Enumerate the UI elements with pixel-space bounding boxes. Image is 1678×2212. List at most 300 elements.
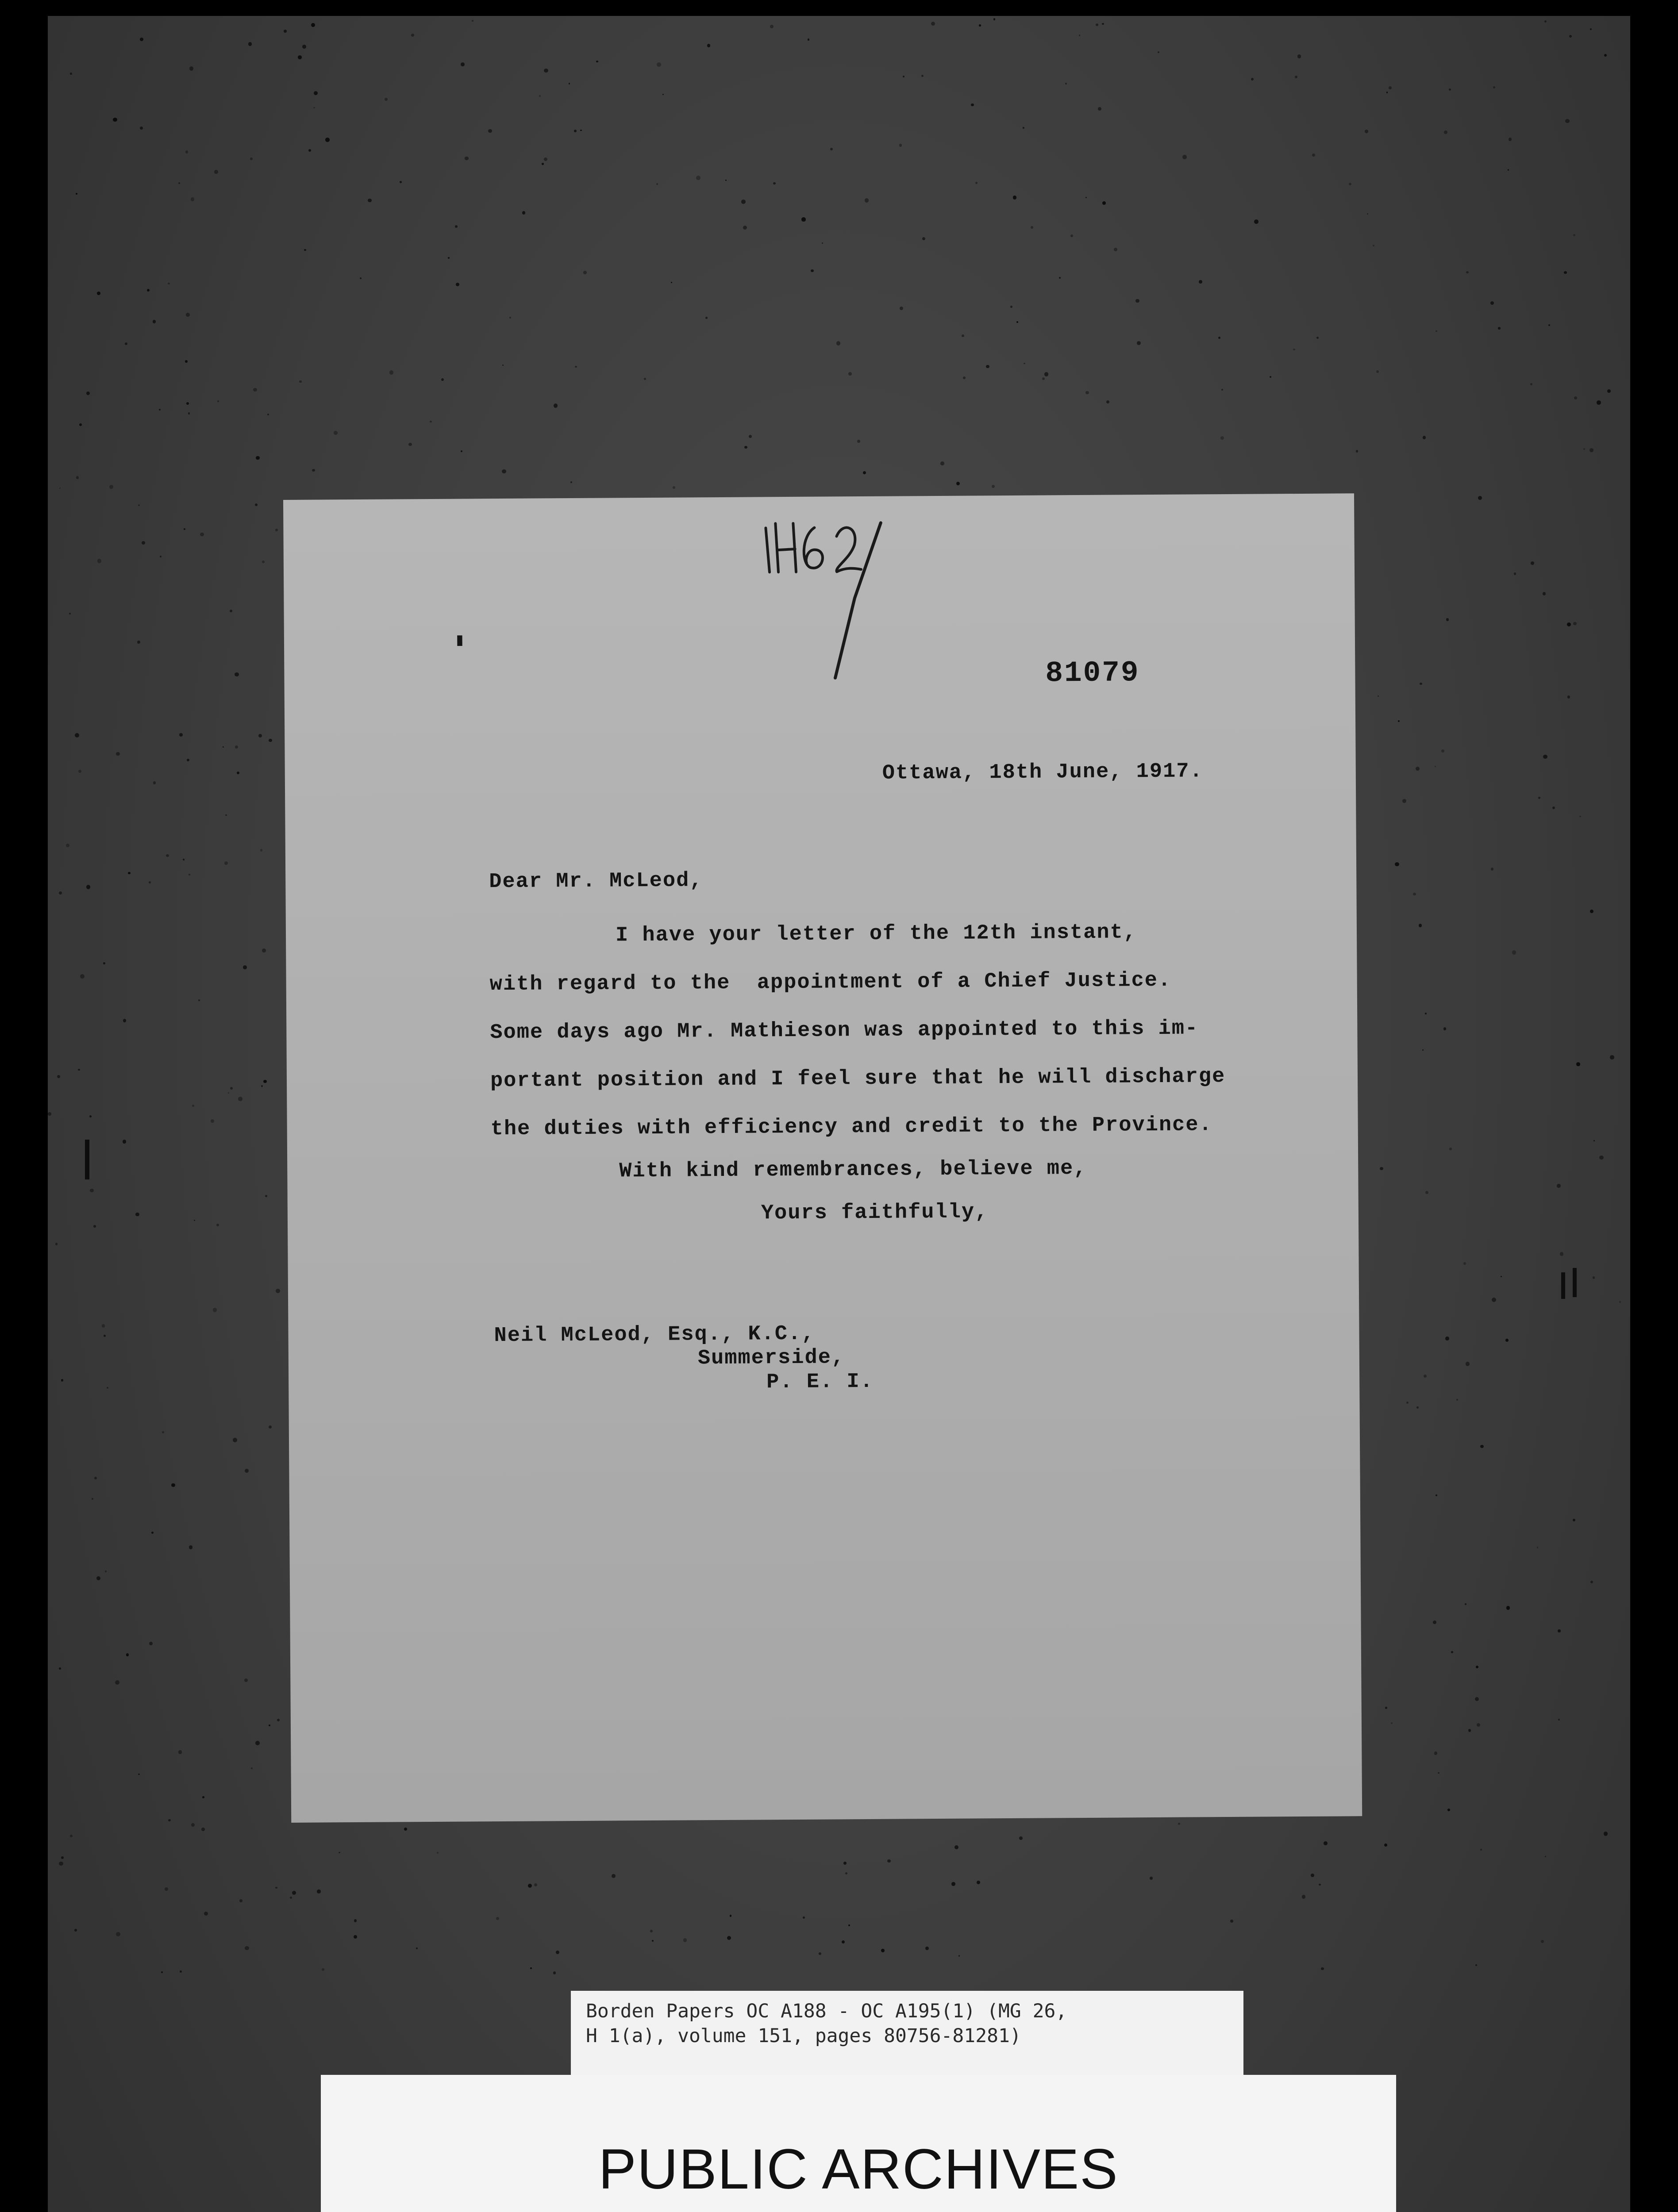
film-speck [1589,448,1593,452]
film-speck [1312,154,1316,157]
film-speck [461,450,462,452]
film-speck [69,613,71,614]
film-speck [74,1929,77,1932]
film-speck [126,1653,129,1656]
film-speck [707,44,710,47]
film-speck [59,488,61,489]
film-speck [1475,1697,1479,1701]
film-speck [741,200,746,204]
film-speck [1456,1399,1458,1401]
film-speck [59,1667,61,1670]
film-speck [116,752,119,756]
film-speck [275,1887,277,1889]
film-speck [188,412,190,414]
film-speck [1506,1606,1510,1609]
film-speck [55,1243,58,1245]
film-speck [958,1955,960,1956]
film-speck [1492,1298,1496,1302]
film-speck [237,772,239,774]
film-speck [48,1112,51,1116]
film-edge-mark [1561,1272,1565,1299]
film-speck [151,1532,154,1534]
film-speck [325,138,330,142]
film-speck [90,1189,94,1193]
addressee-province: P. E. I. [766,1370,874,1394]
film-speck [1378,695,1379,697]
film-speck [250,157,253,160]
film-speck [743,226,747,230]
film-speck [171,1483,175,1487]
film-speck [1574,396,1577,399]
film-speck [79,423,82,426]
closing-line: With kind remembrances, believe me, [619,1156,1087,1183]
film-speck [1465,1603,1466,1605]
film-speck [544,69,548,73]
film-speck [339,1852,340,1853]
film-speck [522,211,525,214]
film-speck [200,533,204,537]
film-speck [78,770,81,773]
film-speck [1538,797,1540,799]
film-speck [472,20,473,22]
film-speck [1544,20,1547,23]
film-speck [574,130,577,132]
film-speck [142,541,145,545]
film-speck [441,378,444,381]
film-speck [979,24,981,27]
film-speck [186,313,189,316]
film-speck [216,1224,219,1226]
handwritten-archive-number [752,496,913,683]
film-speck [575,366,577,368]
film-speck [389,370,394,375]
film-speck [530,1967,532,1969]
body-line: the duties with efficiency and credit to the Province. [490,1113,1212,1141]
film-speck [94,1477,97,1479]
film-speck [1295,76,1297,78]
film-speck [211,1119,214,1123]
film-speck [228,1092,229,1094]
film-speck [312,469,315,472]
film-speck [180,1970,182,1973]
film-speck [596,61,598,63]
film-speck [1447,1809,1450,1811]
film-speck [683,1938,687,1942]
film-speck [334,431,337,434]
film-speck [922,237,925,240]
film-speck [1395,862,1399,867]
film-speck [1386,92,1388,93]
film-speck [583,271,587,274]
film-speck [245,1946,249,1950]
film-speck [725,180,727,181]
film-speck [311,23,315,27]
film-speck [673,486,675,489]
film-speck [275,529,278,531]
film-speck [224,861,228,865]
stray-mark: ▮ [454,631,466,651]
film-speck [1543,755,1547,759]
film-speck [61,1856,64,1859]
archives-card [321,2075,1396,2212]
film-speck [1311,1874,1315,1878]
film-speck [70,73,72,75]
film-speck [198,999,200,1001]
film-speck [230,1087,233,1090]
film-speck [255,503,258,506]
film-speck [1385,1707,1387,1709]
film-speck [244,1678,248,1682]
film-speck [580,130,582,131]
film-speck [189,66,194,71]
film-speck [1567,695,1570,698]
film-speck [214,170,218,174]
film-speck [1604,1832,1608,1836]
film-speck [262,561,265,563]
film-speck [1420,683,1422,685]
film-speck [1444,131,1447,134]
film-speck [962,334,964,337]
film-speck [1079,35,1080,36]
body-line: with regard to the appointment of a Chief Justice. [489,968,1172,997]
film-speck [1065,83,1067,84]
film-speck [1434,1751,1437,1755]
film-speck [1590,28,1592,30]
film-speck [184,528,185,530]
film-speck [354,1935,357,1939]
film-speck [1367,213,1368,215]
film-speck [159,409,161,411]
film-speck [138,1774,140,1775]
film-speck [657,62,661,67]
film-speck [178,182,180,184]
film-speck [179,733,183,737]
film-speck [612,1874,616,1878]
film-speck [1565,119,1570,123]
film-speck [1501,1276,1502,1277]
film-speck [1059,277,1061,279]
film-speck [1498,327,1500,329]
film-speck [1423,436,1426,439]
film-speck [662,94,664,96]
film-speck [1016,321,1018,323]
film-speck [1416,767,1420,771]
film-speck [951,1882,955,1886]
film-speck [1150,1877,1152,1879]
film-speck [448,257,449,258]
film-speck [202,1796,204,1798]
film-speck [269,1425,272,1429]
film-speck [137,641,140,643]
film-speck [1356,450,1358,452]
film-speck [986,365,989,369]
source-citation-label [571,1991,1243,2075]
film-speck [822,242,823,244]
film-speck [149,881,151,883]
film-speck [161,1971,163,1973]
film-speck [865,198,869,203]
film-speck [400,181,402,183]
addressee-name: Neil McLeod, Esq., K.C., [494,1322,815,1348]
film-speck [107,1387,108,1389]
film-speck [160,556,162,557]
film-speck [86,885,91,889]
film-speck [322,1968,325,1971]
film-speck [1441,749,1444,753]
film-speck [256,456,260,460]
film-speck [248,42,252,46]
salutation: Dear Mr. McLeod, [489,869,703,894]
film-speck [185,150,189,154]
valediction: Yours faithfully, [761,1200,989,1225]
film-speck [931,22,935,26]
film-speck [178,1750,182,1754]
film-speck [975,182,978,184]
film-speck [570,481,572,483]
film-speck [223,746,224,748]
film-speck [1044,372,1048,376]
film-speck [284,30,286,32]
film-speck [1349,183,1351,185]
film-speck [528,1884,532,1888]
film-speck [194,1220,195,1221]
film-speck [773,182,776,185]
film-speck [696,176,700,180]
film-speck [1508,169,1509,170]
film-speck [1558,1719,1560,1720]
film-speck [1218,337,1220,339]
film-speck [1543,592,1546,595]
film-speck [213,1308,217,1312]
film-speck [404,1828,407,1831]
film-speck [1085,197,1087,198]
film-speck [1443,1027,1446,1030]
film-speck [1490,301,1494,305]
film-speck [899,144,902,146]
film-speck [1478,496,1482,500]
film-speck [1010,306,1012,308]
film-speck [299,380,301,383]
film-speck [1560,1252,1564,1256]
film-speck [1106,400,1109,403]
film-speck [1436,330,1437,332]
film-speck [1024,363,1025,364]
film-speck [267,414,269,415]
film-speck [1389,86,1392,89]
film-speck [385,98,388,101]
film-speck [245,1469,249,1473]
film-speck [502,469,506,474]
film-speck [103,962,105,964]
film-speck [189,1545,193,1549]
body-line: I have your letter of the 12th instant, [615,921,1137,948]
film-speck [1158,51,1159,53]
film-speck [59,891,62,895]
film-speck [1413,893,1416,896]
film-speck [940,461,944,465]
film-speck [113,118,117,122]
film-speck [61,1379,64,1382]
film-speck [963,376,966,379]
film-speck [189,874,190,876]
film-speck [1102,201,1106,205]
film-speck [1391,1722,1393,1724]
film-speck [1085,391,1089,395]
film-speck [96,1576,100,1580]
film-speck [881,1949,885,1952]
film-speck [1302,1895,1305,1898]
film-speck [1530,383,1532,385]
film-speck [1416,1406,1419,1409]
film-speck [269,1724,270,1726]
film-speck [116,1932,120,1936]
film-speck [770,25,773,28]
film-speck [1042,377,1045,380]
film-speck [135,1213,139,1217]
film-speck [265,1195,267,1197]
film-speck [97,559,101,563]
film-speck [1135,299,1139,303]
film-speck [123,1019,127,1022]
film-speck [128,872,130,874]
film-speck [1316,337,1319,339]
film-speck [1466,1362,1470,1366]
film-speck [1096,23,1098,26]
film-speck [1451,1651,1454,1654]
film-speck [1425,1191,1428,1194]
film-speck [1576,1062,1580,1066]
film-speck [801,217,805,221]
film-speck [1220,436,1224,440]
film-speck [97,292,100,295]
film-speck [1297,54,1301,58]
film-speck [261,1085,263,1087]
film-speck [1512,950,1516,955]
film-speck [1446,618,1449,621]
film-speck [1590,1581,1593,1583]
film-speck [1590,910,1593,913]
film-speck [138,504,140,506]
film-speck [465,157,469,161]
film-speck [857,440,860,443]
film-speck [727,1936,731,1940]
film-speck [416,1947,418,1949]
film-speck [317,1889,320,1893]
film-speck [1321,1967,1324,1970]
film-speck [1373,245,1374,246]
film-speck [1435,766,1436,767]
film-speck [1102,23,1104,25]
film-speck [239,1899,242,1902]
film-speck [1567,622,1571,626]
film-speck [162,1431,164,1433]
film-speck [1436,1494,1437,1496]
film-speck [887,1859,891,1863]
film-speck [1199,280,1202,284]
film-speck [253,388,257,392]
film-speck [230,610,232,612]
dateline: Ottawa, 18th June, 1917. [882,760,1203,785]
film-speck [191,1823,195,1827]
film-speck [204,1912,208,1916]
film-speck [1398,720,1400,722]
film-speck [235,745,238,749]
film-speck [235,672,239,677]
film-speck [1422,1049,1424,1051]
film-speck [115,1680,119,1685]
film-speck [992,485,995,488]
film-speck [217,400,219,402]
film-speck [554,403,558,407]
film-speck [1178,1823,1180,1825]
film-speck [1531,561,1534,565]
film-speck [863,471,866,475]
film-speck [1419,924,1422,927]
letter-sheet [283,493,1362,1823]
film-speck [509,317,511,319]
film-speck [848,1924,850,1926]
film-speck [1449,1148,1452,1150]
film-speck [1023,127,1025,129]
film-speck [705,317,708,319]
film-speck [411,34,414,37]
film-speck [1545,1856,1547,1858]
film-edge-mark [85,1140,89,1179]
film-speck [900,307,903,310]
film-speck [233,1438,237,1442]
film-speck [1463,1262,1466,1265]
film-speck [408,443,412,446]
film-speck [488,129,492,133]
film-speck [1230,1920,1233,1923]
film-speck [1552,806,1555,809]
film-speck [243,965,247,969]
film-speck [956,482,960,485]
film-speck [496,1917,500,1920]
body-line: Some days ago Mr. Mathieson was appointed to this im- [490,1017,1199,1045]
film-speck [1013,196,1017,200]
film-speck [183,859,185,860]
film-speck [1365,130,1368,133]
film-speck [1491,868,1494,871]
film-speck [1579,816,1581,817]
document-number: 81079 [1045,656,1140,690]
film-speck [140,127,143,130]
film-speck [1509,138,1512,141]
film-speck [652,1940,654,1942]
film-speck [251,1767,253,1769]
film-speck [836,341,840,345]
film-speck [977,1881,980,1884]
film-speck [744,446,747,449]
film-speck [671,282,672,283]
archives-title-english: PUBLIC ARCHIVES [598,2138,1119,2201]
film-speck [368,199,372,203]
film-speck [1537,1547,1538,1548]
film-speck [1548,324,1550,326]
film-speck [185,360,188,363]
film-speck [903,76,904,77]
film-speck [66,844,69,847]
citation-line: H 1(a), volume 151, pages 80756-81281) [586,2025,1021,2047]
film-speck [1557,1184,1561,1188]
film-speck [308,149,311,152]
film-speck [1558,1629,1560,1632]
film-speck [59,1862,63,1866]
film-speck [201,1828,205,1831]
film-speck [1475,1964,1477,1966]
film-speck [1433,1621,1436,1624]
